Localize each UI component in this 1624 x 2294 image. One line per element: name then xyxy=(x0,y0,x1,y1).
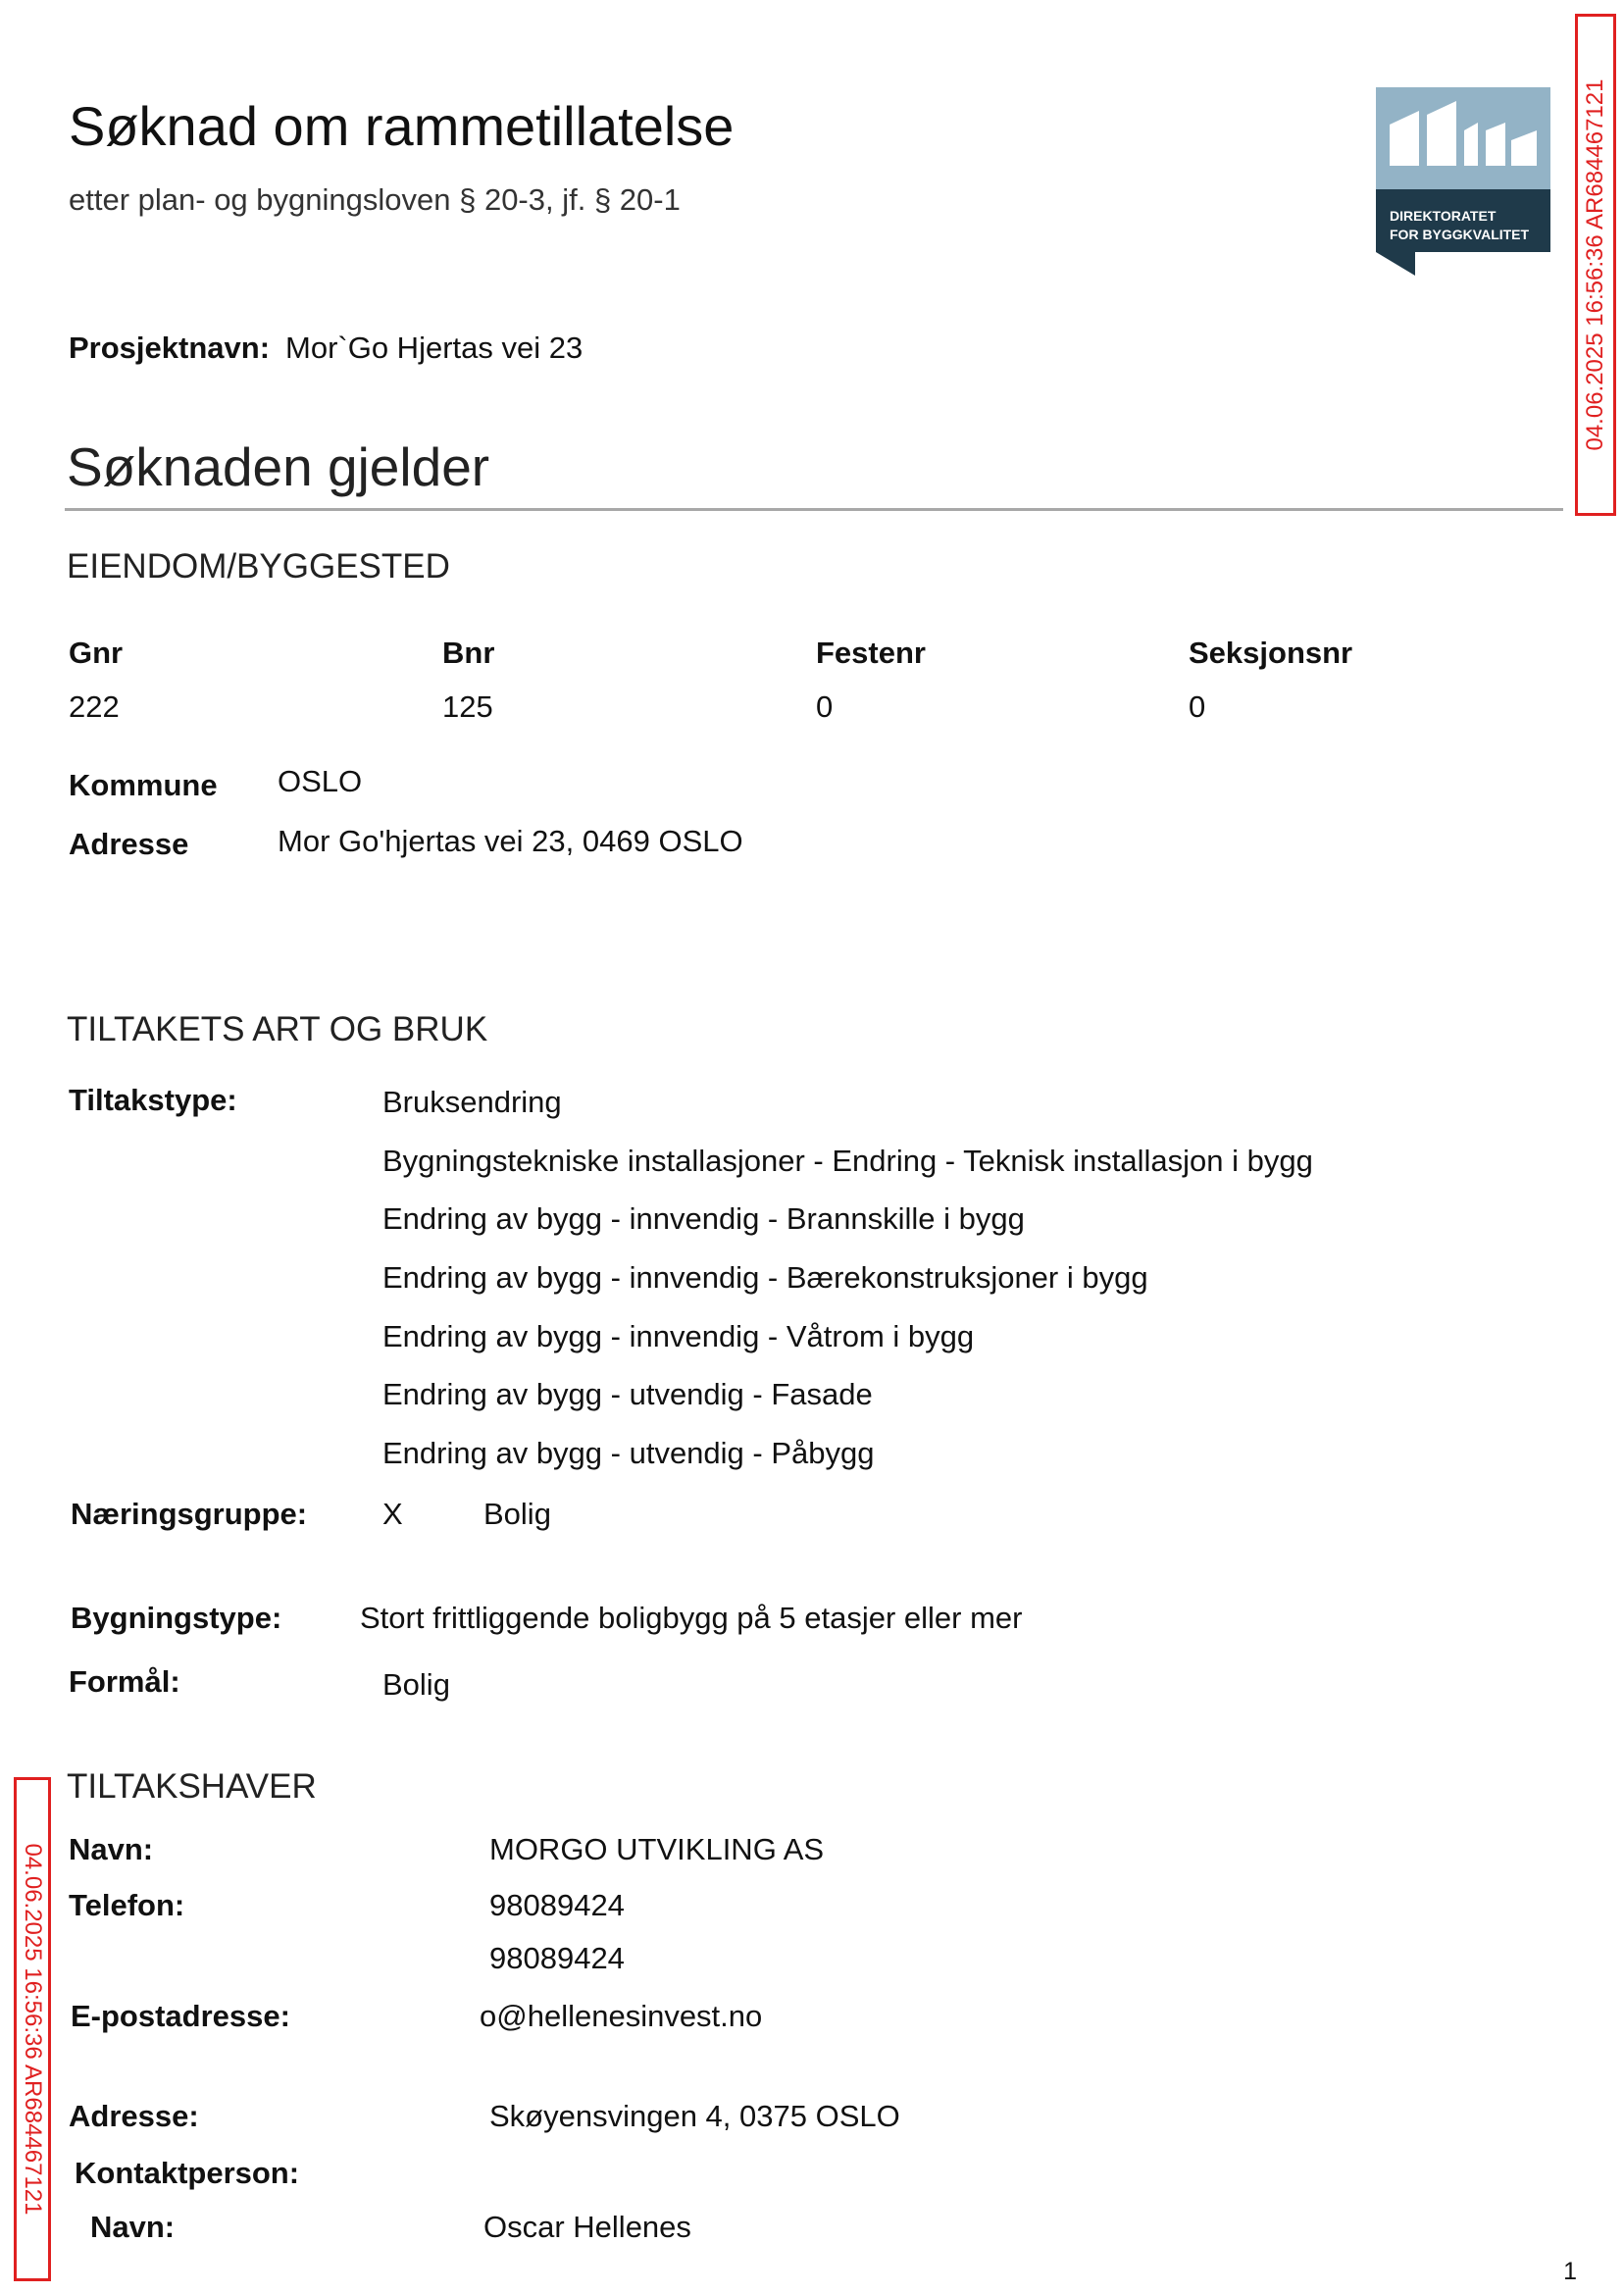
naeringsgruppe-code: X xyxy=(382,1497,403,1531)
tiltakshaver-navn-value: MORGO UTVIKLING AS xyxy=(489,1832,825,1866)
list-item: Bruksendring xyxy=(382,1085,562,1119)
tiltakstype-list xyxy=(382,1083,1313,1493)
tiltak-heading: TILTAKETS ART OG BRUK xyxy=(67,1010,488,1048)
epost-label: E-postadresse: xyxy=(71,1999,290,2033)
telefon-value-1: 98089424 xyxy=(489,1888,625,1922)
list-item: Endring av bygg - innvendig - Brannskille i bygg xyxy=(382,1201,1025,1237)
tiltakshaver-heading: TILTAKSHAVER xyxy=(67,1767,317,1806)
timestamp-stamp-top xyxy=(1575,14,1616,516)
kommune-label: Kommune xyxy=(69,768,218,802)
tiltakshaver-adresse-label: Adresse: xyxy=(69,2099,199,2133)
project-name-label: Prosjektnavn: xyxy=(69,331,271,365)
telefon-label: Telefon: xyxy=(69,1888,185,1922)
formal-value: Bolig xyxy=(382,1667,450,1702)
bnr-label: Bnr xyxy=(442,636,495,670)
page-title: Søknad om rammetillatelse xyxy=(69,95,735,157)
page-number: 1 xyxy=(1563,2258,1577,2285)
formal-label: Formål: xyxy=(69,1664,180,1699)
logo-text-line2: FOR BYGGKVALITET xyxy=(1390,227,1530,242)
epost-value: o@hellenesinvest.no xyxy=(480,1999,763,2033)
kontaktperson-label: Kontaktperson: xyxy=(75,2156,300,2190)
section-title: Søknaden gjelder xyxy=(67,436,490,497)
tiltakshaver-navn-label: Navn: xyxy=(69,1832,154,1866)
list-item: Bygningstekniske installasjoner - Endring - Teknisk installasjon i bygg xyxy=(382,1143,1313,1178)
dibk-logo-graphic xyxy=(1376,87,1550,276)
section-divider xyxy=(65,508,1563,511)
gnr-label: Gnr xyxy=(69,636,124,670)
dibk-logo xyxy=(1376,87,1550,276)
list-item: Endring av bygg - innvendig - Bærekonstruksjoner i bygg xyxy=(382,1260,1148,1296)
kontakt-navn-value: Oscar Hellenes xyxy=(483,2210,691,2244)
seksjonsnr-label: Seksjonsnr xyxy=(1189,636,1353,670)
page-subtitle: etter plan- og bygningsloven § 20-3, jf. § 20-1 xyxy=(69,182,681,217)
adresse-label: Adresse xyxy=(69,827,189,861)
eiendom-heading: EIENDOM/BYGGESTED xyxy=(67,547,450,586)
naeringsgruppe-value: Bolig xyxy=(483,1497,551,1531)
list-item: Endring av bygg - innvendig - Våtrom i bygg xyxy=(382,1318,975,1353)
bygningstype-label: Bygningstype: xyxy=(71,1601,282,1635)
kontakt-navn-label: Navn: xyxy=(90,2210,176,2244)
gnr-value: 222 xyxy=(69,689,120,724)
festenr-label: Festenr xyxy=(816,636,926,670)
tiltakstype-label: Tiltakstype: xyxy=(69,1083,237,1117)
tiltakshaver-adresse-value: Skøyensvingen 4, 0375 OSLO xyxy=(489,2099,900,2133)
list-item: Endring av bygg - utvendig - Påbygg xyxy=(382,1436,875,1471)
bygningstype-value: Stort frittliggende boligbygg på 5 etasjer eller mer xyxy=(360,1601,1023,1635)
stamp-text: 04.06.2025 16:56:36 AR684467121 xyxy=(20,1843,46,2216)
timestamp-stamp-left xyxy=(14,1777,51,2281)
naeringsgruppe-label: Næringsgruppe: xyxy=(71,1497,308,1531)
adresse-value: Mor Go'hjertas vei 23, 0469 OSLO xyxy=(278,824,743,858)
project-name-value: Mor`Go Hjertas vei 23 xyxy=(285,331,584,365)
bnr-value: 125 xyxy=(442,689,493,724)
telefon-value-2: 98089424 xyxy=(489,1941,625,1975)
seksjonsnr-value: 0 xyxy=(1189,689,1206,724)
stamp-text: 04.06.2025 16:56:36 AR684467121 xyxy=(1582,78,1608,451)
festenr-value: 0 xyxy=(816,689,834,724)
kommune-value: OSLO xyxy=(278,764,363,798)
logo-text-line1: DIREKTORATET xyxy=(1390,208,1497,224)
list-item: Endring av bygg - utvendig - Fasade xyxy=(382,1377,873,1412)
